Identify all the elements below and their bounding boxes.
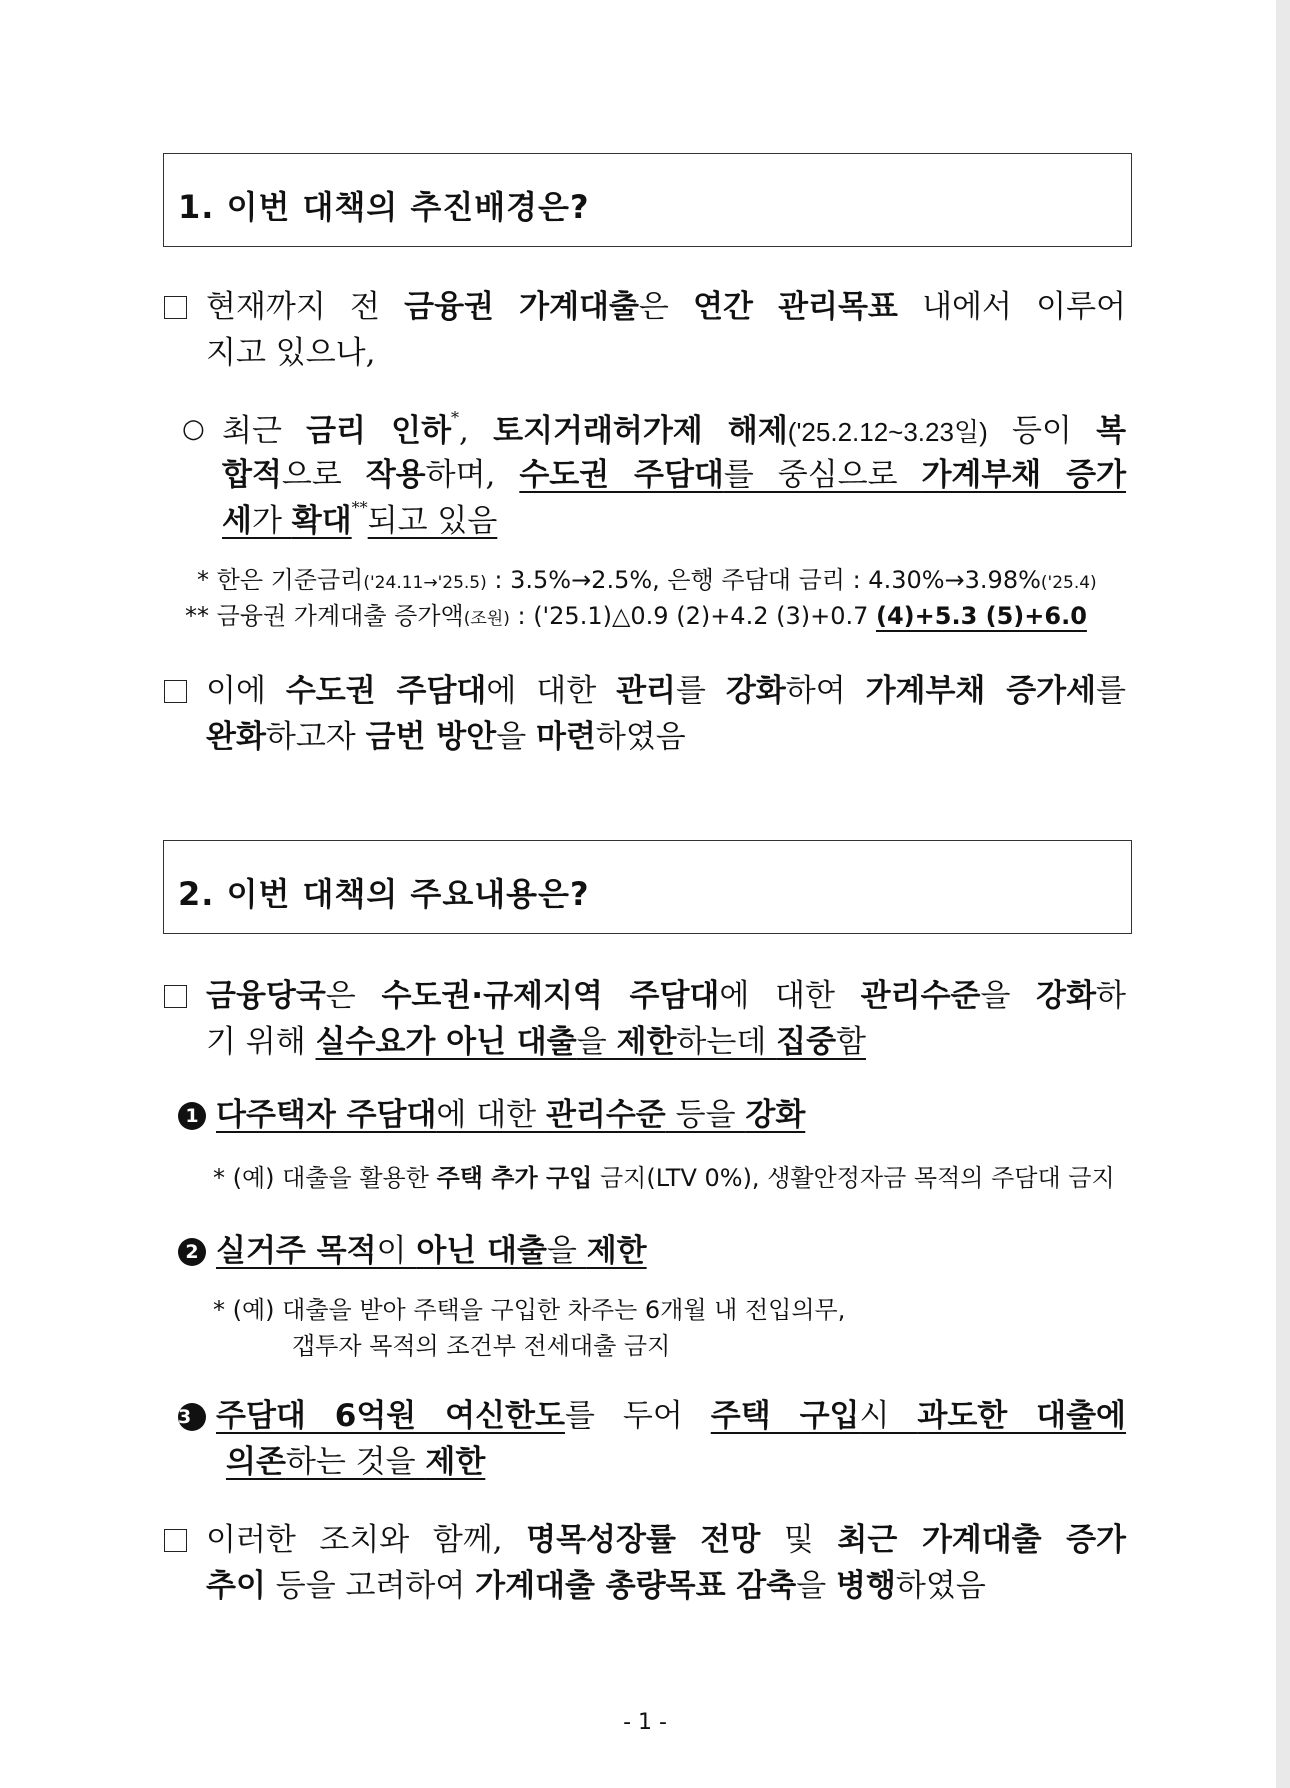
- checkbox-bullet: [164, 680, 187, 703]
- s1-para1-line2: 지고 있으나,: [206, 335, 376, 371]
- s2-para2-line2: 추이 등을 고려하여 가계대출 총량목표 감축을 병행하였음: [206, 1568, 986, 1604]
- section-2-title-box: [163, 840, 1132, 934]
- s2-item1-note: * (예) 대출을 활용한 주택 추가 구입 금지(LTV 0%), 생활안정자금 목적의 주담대 금지: [213, 1164, 1115, 1192]
- s2-item3-line1: 3 주담대 6억원 여신한도를 두어 주택 구입시 과도한 대출에: [178, 1398, 1127, 1434]
- checkbox-bullet: [164, 296, 187, 319]
- s2-item2-note-2: 갭투자 목적의 조건부 전세대출 금지: [292, 1332, 671, 1360]
- s1-para1-line1: 현재까지 전 금융권 가계대출은 연간 관리목표 내에서 이루어: [206, 289, 1126, 325]
- section-1-title: 1. 이번 대책의 추진배경은?: [178, 188, 590, 226]
- page-number: - 1 -: [623, 1710, 667, 1735]
- s2-para1-line1: 금융당국은 수도권·규제지역 주담대에 대한 관리수준을 강화하: [206, 978, 1126, 1014]
- number-1-icon: 1: [178, 1102, 206, 1130]
- checkbox-bullet: [164, 985, 187, 1008]
- s1-para2-line2: 완화하고자 금번 방안을 마련하였음: [206, 719, 686, 755]
- page-edge: [1276, 0, 1290, 1788]
- section-2-title: 2. 이번 대책의 주요내용은?: [178, 875, 590, 913]
- s1-sub1-line3: 세가 확대**되고 있음: [222, 498, 498, 539]
- s2-para1-line2: 기 위해 실수요가 아닌 대출을 제한하는데 집중함: [206, 1024, 866, 1060]
- s1-sub1-line1: 최근 금리 인하*, 토지거래허가제 해제('25.2.12~3.23일) 등이 복: [222, 408, 1127, 449]
- s1-para2-line1: 이에 수도권 주담대에 대한 관리를 강화하여 가계부채 증가세를: [206, 673, 1127, 709]
- s2-para2-line1: 이러한 조치와 함께, 명목성장률 전망 및 최근 가계대출 증가: [206, 1522, 1127, 1558]
- s1-note-1: * 한은 기준금리('24.11→'25.5) : 3.5%→2.5%, 은행 주담대 금리 : 4.30%→3.98%('25.4): [197, 566, 1097, 594]
- circle-bullet: ○: [182, 414, 205, 444]
- number-3-icon: 3: [178, 1403, 206, 1431]
- s1-sub1-line2: 합적으로 작용하며, 수도권 주담대를 중심으로 가계부채 증가: [222, 457, 1127, 493]
- s2-item2-line1: 2 실거주 목적이 아닌 대출을 제한: [178, 1228, 647, 1274]
- number-2-icon: 2: [178, 1238, 206, 1266]
- section-1-title-box: [163, 153, 1132, 247]
- checkbox-bullet: [164, 1529, 187, 1552]
- s1-note-2: ** 금융권 가계대출 증가액(조원) : ('25.1)△0.9 (2)+4.2 (3)+0.7 (4)+5.3 (5)+6.0: [185, 602, 1087, 630]
- s2-item1-line1: 1 다주택자 주담대에 대한 관리수준 등을 강화: [178, 1092, 805, 1138]
- s2-item3-line2: 의존하는 것을 제한: [226, 1444, 486, 1480]
- s2-item2-note-1: * (예) 대출을 받아 주택을 구입한 차주는 6개월 내 전입의무,: [213, 1296, 846, 1324]
